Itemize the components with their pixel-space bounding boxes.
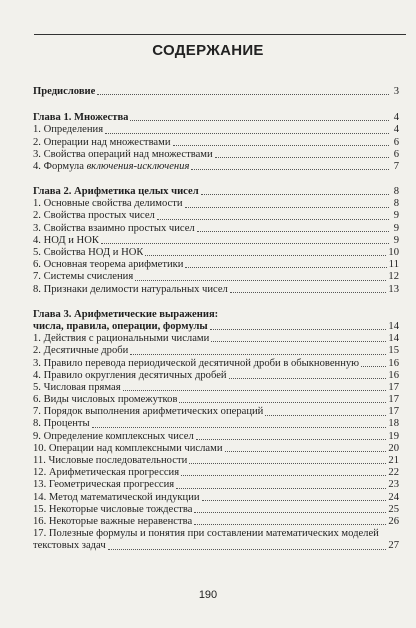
toc-entry-label: 8. Проценты <box>33 418 90 430</box>
toc-entry[interactable] <box>33 443 399 455</box>
toc-entry-label: 2. Свойства простых чисел <box>33 210 155 222</box>
toc-entry-label: 1. Основные свойства делимости <box>33 198 183 210</box>
toc-entry-label: текстовых задач <box>33 540 106 552</box>
toc-section-chapter-3 <box>33 309 399 553</box>
toc-entry-label-plain: 4. Формула <box>33 160 87 172</box>
dot-leader <box>202 500 387 501</box>
toc-page-number: 24 <box>388 491 399 503</box>
toc-entry-label: 3. Свойства взаимно простых чисел <box>33 222 195 234</box>
toc-entry[interactable] <box>33 455 399 467</box>
toc-page-number: 14 <box>388 333 399 345</box>
dot-leader <box>130 120 389 121</box>
dot-leader <box>229 378 387 379</box>
toc-entry-label: 5. Числовая прямая <box>33 381 121 393</box>
toc-entry[interactable] <box>33 504 399 516</box>
dot-leader <box>211 341 386 342</box>
toc-entry[interactable] <box>33 235 399 247</box>
toc-entry-label: 6. Основная теорема арифметики <box>33 259 184 271</box>
toc-entry[interactable] <box>33 394 399 406</box>
toc-entry-label: числа, правила, операции, формулы <box>33 320 208 332</box>
dot-leader <box>92 427 387 428</box>
toc-page-number: 9 <box>393 222 399 234</box>
toc-page-number: 12 <box>388 271 399 283</box>
toc-entry-label: 14. Метод математической индукции <box>33 491 200 503</box>
toc-page-number: 16 <box>388 369 399 381</box>
dot-leader <box>176 488 386 489</box>
toc-section-chapter-1 <box>33 112 399 173</box>
toc-entry-label: Глава 1. Множества <box>33 112 129 124</box>
toc-entry[interactable] <box>33 198 399 210</box>
toc-entry[interactable] <box>33 492 399 504</box>
toc-entry-label: 16. Некоторые важные неравенства <box>33 515 193 527</box>
toc-entry-label: 1. Определения <box>33 124 104 136</box>
dot-leader <box>181 475 386 476</box>
dot-leader <box>210 329 387 330</box>
toc-page-number: 10 <box>388 247 399 259</box>
toc-entry-label: 3. Свойства операций над множествами <box>33 148 213 160</box>
toc-entry-label: 10. Операции над комплексными числами <box>33 442 223 454</box>
toc-page-number: 19 <box>388 430 399 442</box>
dot-leader <box>157 219 389 220</box>
dot-leader <box>135 280 386 281</box>
toc-entry-label: 7. Системы счисления <box>33 271 134 283</box>
toc-page-number: 4 <box>393 112 399 124</box>
toc-page-number: 27 <box>388 540 399 552</box>
toc-entry-label: 13. Геометрическая прогрессия <box>33 479 175 491</box>
dot-leader <box>265 415 386 416</box>
toc-entry-line[interactable]: 17. Полезные формулы и понятия при составлении математических моделей <box>33 528 379 540</box>
table-of-contents <box>33 86 399 566</box>
toc-entry[interactable] <box>33 333 399 345</box>
toc-page-number: 6 <box>393 148 399 160</box>
toc-entry-label: 2. Операции над множествами <box>33 136 171 148</box>
toc-entry-label: 1. Действия с рациональными числами <box>33 333 210 345</box>
toc-page-number: 17 <box>388 381 399 393</box>
toc-page-number: 23 <box>388 479 399 491</box>
dot-leader <box>105 133 389 134</box>
toc-entry[interactable] <box>33 540 399 552</box>
dot-leader <box>201 194 389 195</box>
top-rule <box>34 34 406 35</box>
dot-leader <box>230 292 387 293</box>
toc-page-number: 26 <box>388 515 399 527</box>
toc-page-number: 25 <box>388 503 399 515</box>
toc-entry[interactable] <box>33 406 399 418</box>
toc-page-number: 15 <box>388 345 399 357</box>
toc-section-preface <box>33 86 399 98</box>
toc-entry-label: Предисловие <box>33 85 96 97</box>
toc-page-number: 6 <box>393 136 399 148</box>
toc-page-number: 14 <box>388 320 399 332</box>
dot-leader <box>145 255 386 256</box>
toc-entry-label: 7. Порядок выполнения арифметических операций <box>33 406 264 418</box>
toc-entry[interactable] <box>33 124 399 136</box>
toc-page-number: 13 <box>388 283 399 295</box>
toc-entry[interactable] <box>33 137 399 149</box>
toc-page-number: 21 <box>388 455 399 467</box>
toc-page-number: 20 <box>388 442 399 454</box>
dot-leader <box>108 549 387 550</box>
dot-leader <box>101 243 389 244</box>
toc-section-chapter-2 <box>33 186 399 296</box>
toc-page-number: 4 <box>393 124 399 136</box>
toc-entry[interactable] <box>33 382 399 394</box>
toc-entry-label: 15. Некоторые числовые тождества <box>33 503 193 515</box>
toc-page-number: 3 <box>393 85 399 97</box>
toc-entry-label: 12. Арифметическая прогрессия <box>33 467 180 479</box>
toc-entry[interactable] <box>33 211 399 223</box>
toc-entry[interactable] <box>33 345 399 357</box>
toc-entry[interactable] <box>33 271 399 283</box>
page-number: 190 <box>198 589 218 601</box>
toc-entry[interactable] <box>33 358 399 370</box>
dot-leader <box>179 402 386 403</box>
dot-leader <box>194 524 386 525</box>
dot-leader <box>191 169 389 170</box>
toc-page-number: 17 <box>388 406 399 418</box>
toc-entry-label: 9. Определение комплексных чисел <box>33 430 194 442</box>
dot-leader <box>194 512 386 513</box>
toc-page-number: 22 <box>388 467 399 479</box>
dot-leader <box>197 231 389 232</box>
toc-chapter-heading[interactable] <box>33 186 399 198</box>
toc-entry-preface[interactable] <box>33 86 399 98</box>
toc-page-number: 16 <box>388 357 399 369</box>
toc-entry[interactable] <box>33 467 399 479</box>
dot-leader <box>361 366 386 367</box>
toc-entry[interactable] <box>33 516 399 528</box>
toc-chapter-heading-line[interactable]: Глава 3. Арифметические выражения: <box>33 308 219 320</box>
toc-entry-label: 2. Десятичные дроби <box>33 345 129 357</box>
toc-page-number: 9 <box>393 210 399 222</box>
toc-entry-label: Глава 2. Арифметика целых чисел <box>33 186 199 198</box>
toc-page-number: 7 <box>393 160 399 172</box>
dot-leader <box>225 451 387 452</box>
page-title: СОДЕРЖАНИЕ <box>152 42 264 59</box>
dot-leader <box>215 157 389 158</box>
toc-entry[interactable] <box>33 479 399 491</box>
toc-entry-label: 11. Числовые последовательности <box>33 455 188 467</box>
dot-leader <box>123 390 387 391</box>
toc-chapter-heading[interactable] <box>33 321 399 333</box>
dot-leader <box>189 463 386 464</box>
toc-chapter-heading[interactable] <box>33 112 399 124</box>
toc-entry-label <box>33 161 189 173</box>
toc-entry[interactable] <box>33 431 399 443</box>
toc-page-number: 18 <box>388 418 399 430</box>
toc-entry[interactable] <box>33 284 399 296</box>
toc-entry[interactable] <box>33 259 399 271</box>
toc-entry-label: 6. Виды числовых промежутков <box>33 394 178 406</box>
toc-page-number: 8 <box>393 186 399 198</box>
toc-entry[interactable] <box>33 419 399 431</box>
toc-page-number: 8 <box>393 198 399 210</box>
toc-entry[interactable] <box>33 370 399 382</box>
toc-page-number: 17 <box>388 394 399 406</box>
dot-leader <box>196 439 387 440</box>
toc-page-number: 9 <box>393 234 399 246</box>
toc-entry-label: 5. Свойства НОД и НОК <box>33 247 144 259</box>
dot-leader <box>173 145 389 146</box>
toc-entry-label: 4. НОД и НОК <box>33 234 99 246</box>
toc-entry-label: 3. Правило перевода периодической десятичной дроби в обыкновенную <box>33 357 360 369</box>
dot-leader <box>185 267 386 268</box>
dot-leader <box>97 94 389 95</box>
toc-entry[interactable] <box>33 223 399 235</box>
toc-entry-label: 8. Признаки делимости натуральных чисел <box>33 283 228 295</box>
toc-page-number: 11 <box>388 259 399 271</box>
dot-leader <box>185 207 389 208</box>
toc-entry[interactable] <box>33 161 399 173</box>
toc-entry[interactable] <box>33 149 399 161</box>
toc-entry-label: 4. Правило округления десятичных дробей <box>33 369 227 381</box>
dot-leader <box>130 354 386 355</box>
toc-entry-label-italic: включения-исключения <box>86 160 190 172</box>
toc-entry[interactable] <box>33 247 399 259</box>
